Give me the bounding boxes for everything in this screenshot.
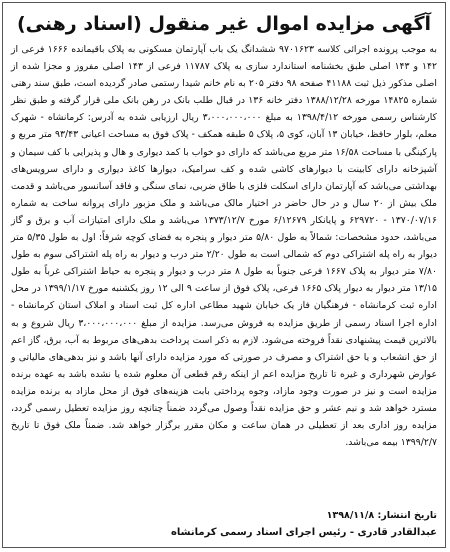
auction-notice xyxy=(2,2,446,548)
notice-body: به موجب پرونده اجرائی کلاسه ۹۷۰۱۶۲۳ ششدانگ یک باب آپارتمان مسکونی به پلاک باقیمانده ۱۶۶۶ فرعی از ۱۴۲ و ۱۴۳ اصلی طبق بخشنامه استاندارد سازی به پلاک ۱۱۷۸۷ فرعی از ۱۴۳ اصلی مفروز و مجزا شده از اصلی مذکور ذیل ثبت ۴۱۱۸۸ صفحه ۹۸ دفتر ۲۰۵ به نام خانم شیدا رستمی صادر گردیده است، طبق سند رهنی شماره ۱۴۸۲۵ مورخه ۱۳۸۸/۱۲/۲۸ دفتر خانه ۱۳۶ در قبال طلب بانک در رهن بانک ملی قرار گرفته و طبق نظر کارشناس رسمی مورخه ۱۳۹۸/۴/۱۲ به مبلغ ۳،۰۰۰،۰۰۰،۰۰۰ ریال ارزیابی شده به آدرس: کرمانشاه - شهرک معلم، بلوار حافظ، خیابان ۱۳ آبان، کوی ۵، پلاک ۵ طبقه همکف - پلاک فوق به مساحت اعیانی ۹۳/۴۳ متر مربع و پارکینگی با مساحت ۱۶/۵۸ متر مربع می‌باشد که دارای دو خواب با کمد دیواری و هال و پذیرایی با کف سیمان و آشپزخانه دارای کابینت با دیوارهای کاشی شده و کف سرامیک، دیوارها کاغذ دیواری و دارای سرویس‌های بهداشتی می‌باشد که آپارتمان دارای اسکلت فلزی با طاق ضربی، نمای سنگی و فاقد آسانسور می‌باشد و قدمت ملک بیش از ۲۰ سال و در حال حاضر در اختیار مالک می‌باشد و ملک مزبور دارای پروانه ساخت به شماره ۱۳۷۰/۰۷/۱۶ - ۶۲۹۷۲۰ و پایانکار ۶/۱۲۶۷۹ مورخ ۱۳۷۳/۱۲/۷ می‌باشد و ملک دارای امتیازات آب و برق و گاز می‌باشد، حدود مشخصات: شمالاً به طول ۵/۸۰ متر دیوار و پنجره به فضای کوچه شرقاً: اول به طول ۵/۳۵ متر دیوار به راه پله اشتراکی دوم که شمالی است به طول ۲/۲۰ متر درب و دیوار به راه پله اشتراکی سوم به طول ۷/۸۰ متر دیوار به پلاک ۱۶۶۷ فرعی جنوباً به طول ۸ متر درب و دیوار و پنجره به حیاط اشتراکی غرباً به طول ۱۳/۱۵ متر دیوار به دیوار پلاک ۱۶۶۵ فرعی، پلاک فوق از ساعت ۹ الی ۱۲ روز یکشنبه مورخ ۱۳۹۹/۱/۱۷ در محل اداره ثبت کرمانشاه - فرهنگیان فاز یک خیابان شهید مطاعی اداره کل ثبت اسناد و املاک استان کرمانشاه - اداره اجرا اسناد رسمی از طریق مزایده به فروش می‌رسد. مزایده از مبلغ ۳،۰۰۰،۰۰۰،۰۰۰ ریال شروع و به بالاترین قیمت پیشنهادی نقداً فروخته می‌شود. لازم به ذکر است پرداخت بدهی‌های مربوط به آب، برق، گاز اعم از حق انشعاب و یا حق اشتراک و مصرف در صورتی که مورد مزایده دارای آنها باشد و نیز بدهی‌های مالیاتی و عوارض شهرداری و غیره تا تاریخ مزایده اعم از اینکه رقم قطعی آن معلوم شده یا نشده باشد به عهده برنده مزایده است و نیز در صورت وجود مازاد، وجوه پرداختی بابت هزینه‌های فوق از محل مازاد به برنده مزایده مسترد خواهد شد و نیم عشر و حق مزایده نقداً وصول می‌گردد ضمناً چنانچه روز مزایده تعطیل رسمی گردد، مزایده روز اداری بعد از تعطیلی در همان ساعت و مکان مقرر برگزار خواهد شد. ضمناً ملک فوق تا تاریخ ۱۳۹۹/۲/۷ بیمه می‌باشد. xyxy=(11,44,438,449)
notice-footer xyxy=(11,507,437,541)
notice-title: آگهی مزایده اموال غیر منقول (اسناد رهنی) xyxy=(16,13,432,35)
publish-date: تاریخ انتشار: ۱۳۹۸/۱۱/۸ xyxy=(326,510,437,521)
signature-line: عبدالقادر قادری - رئیس اجرای اسناد رسمی کرمانشاه xyxy=(171,527,437,538)
